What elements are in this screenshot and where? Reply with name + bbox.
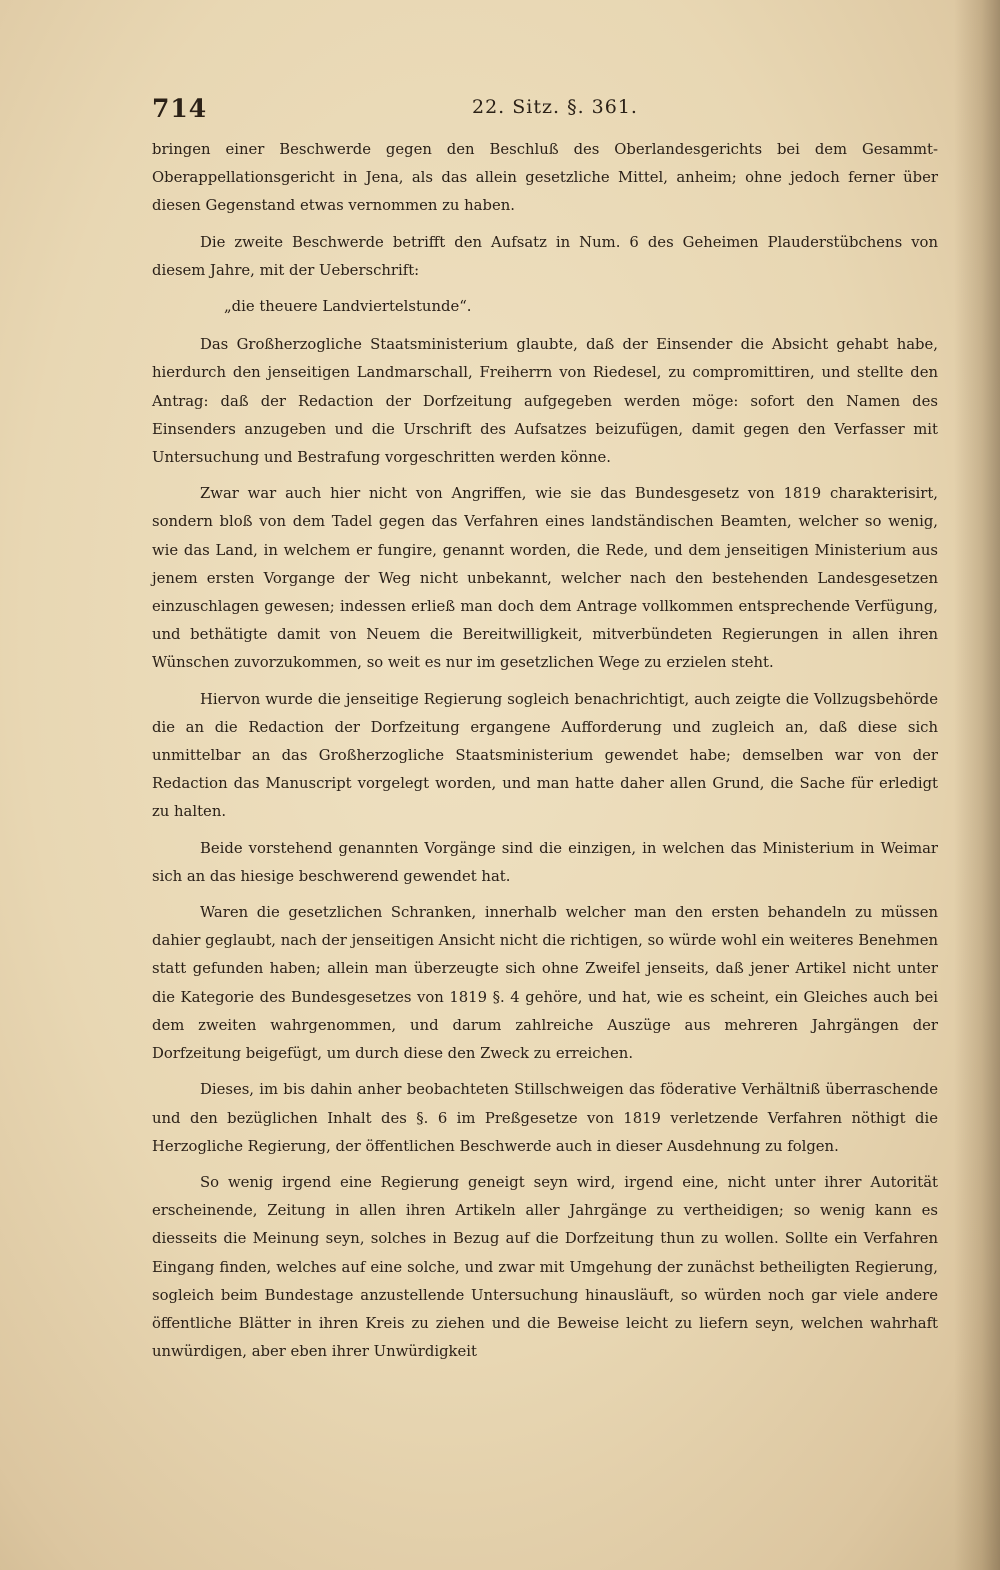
- paragraph-both-cases: Beide vorstehend genannten Vorgänge sind die einzigen, in welchen das Ministerium in Weimar sich an das hiesige beschwerend gewendet hat.: [152, 839, 938, 885]
- paragraph-notification: Hiervon wurde die jenseitige Regierung sogleich benachrichtigt, auch zeigte die Vollzugsbehörde die an die Redaction der Dorfzeitung ergangene Aufforderung und zugleich an, daß diese sich unmittelbar an das Großherzogliche Staatsministerium gewendet habe; demselben war von der Redaction das Manuscript vorgelegt worden, und man hatte daher allen Grund, die Sache für erledigt zu halten.: [152, 690, 938, 821]
- paragraph-continuation: bringen einer Beschwerde gegen den Beschluß des Oberlandesgerichts bei dem Gesammt-Oberappellationsgericht in Jena, als das allein gesetzliche Mittel, anheim; ohne jedoch ferner über diesen Gegenstand etwas vernommen zu haben.: [152, 141, 938, 215]
- paragraph-legal-limits: Waren die gesetzlichen Schranken, innerhalb welcher man den ersten behandeln zu müssen dahier geglaubt, nach der jenseitigen Ansicht nicht die richtigen, so würde wohl ein weiteres Benehmen statt gefunden haben; allein man überzeugte sich ohne Zweifel jenseits, daß jener Artikel nicht unter die Kategorie des Bundesgesetzes von 1819 §. 4 gehöre, und hat, wie es scheint, ein Gleiches auch bei dem zweiten wahrgenommen, und darum zahlreiche Auszüge aus mehreren Jahrgängen der Dorfzeitung beigefügt, um durch diese den Zweck zu erreichen.: [152, 904, 938, 1063]
- page-number: 714: [152, 94, 208, 123]
- text-body: [152, 136, 938, 1374]
- running-head: 22. Sitz. §. 361.: [472, 96, 638, 118]
- paragraph-conclusion: So wenig irgend eine Regierung geneigt seyn wird, irgend eine, nicht unter ihrer Autorität erscheinende, Zeitung in allen ihren Artikeln aller Jahrgänge zu vertheidigen; so wenig kann es diesseits die Meinung seyn, solches in Bezug auf die Dorfzeitung thun zu wollen. Sollte ein Verfahren Eingang finden, welches auf eine solche, und zwar mit Umgehung der zunächst betheiligten Regierung, sogleich beim Bundestage anzustellende Untersuchung hinausläuft, so würden noch gar viele andere öffentliche Blätter in ihren Kreis zu ziehen und die Beweise leicht zu liefern seyn, welchen wahrhaft unwürdigen, aber eben ihrer Unwürdigkeit: [152, 1173, 938, 1361]
- page-header: [152, 94, 938, 128]
- page-edge-shadow: [954, 0, 1000, 1570]
- paragraph-second-complaint: Die zweite Beschwerde betrifft den Aufsatz in Num. 6 des Geheimen Plauderstübchens von diesem Jahre, mit der Ueberschrift:: [152, 233, 938, 279]
- article-title-quote: „die theuere Landviertelstunde“.: [224, 298, 472, 316]
- paragraph-procedure: Dieses, im bis dahin anher beobachteten Stillschweigen das föderative Verhältniß überraschende und den bezüglichen Inhalt des §. 6 im Preßgesetze von 1819 verletzende Verfahren nöthigt die Herzogliche Regierung, der öffentlichen Beschwerde auch in dieser Ausdehnung zu folgen.: [152, 1081, 938, 1155]
- paragraph-ministry-request: Das Großherzogliche Staatsministerium glaubte, daß der Einsender die Absicht gehabt habe, hierdurch den jenseitigen Landmarschall, Freiherrn von Riedesel, zu compromittiren, und stellte den Antrag: daß der Redaction der Dorfzeitung aufgegeben werden möge: sofort den Namen des Einsenders anzugeben und die Urschrift des Aufsatzes beizufügen, damit gegen den Verfasser mit Untersuchung und Bestrafung vorgeschritten werden könne.: [152, 336, 938, 467]
- paragraph-response: Zwar war auch hier nicht von Angriffen, wie sie das Bundesgesetz von 1819 charakterisirt, sondern bloß von dem Tadel gegen das Verfahren eines landständischen Beamten, welcher so wenig, wie das Land, in welchem er fungire, genannt worden, die Rede, und dem jenseitigen Ministerium aus jenem ersten Vorgange der Weg nicht unbekannt, welcher nach den bestehenden Landesgesetzen einzuschlagen gewesen; indessen erließ man doch dem Antrage vollkommen entsprechende Verfügung, und bethätigte damit von Neuem die Bereitwilligkeit, mitverbündeten Regierungen in allen ihren Wünschen zuvorzukommen, so weit es nur im gesetzlichen Wege zu erzielen steht.: [152, 485, 938, 672]
